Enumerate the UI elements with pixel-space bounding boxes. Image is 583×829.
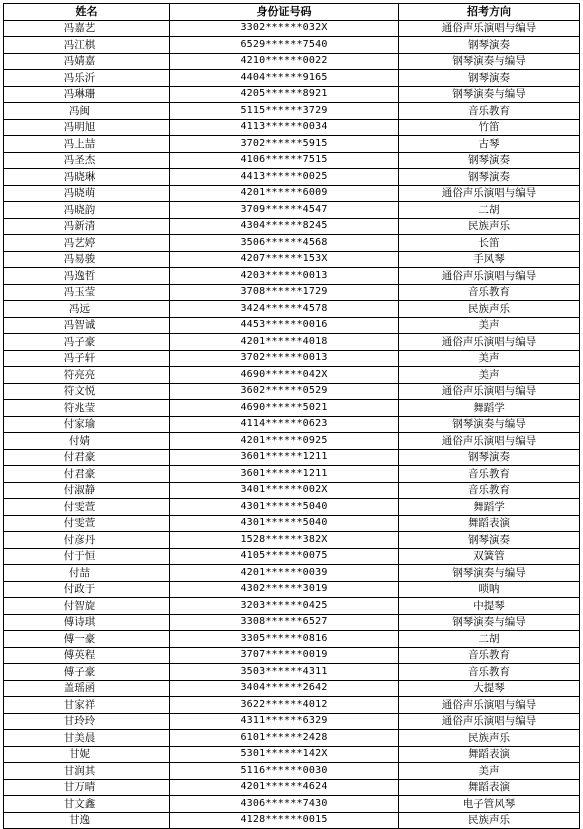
- table-row: [4, 284, 580, 301]
- name-cell: 付淑静: [4, 482, 170, 499]
- direction-cell: 通俗声乐演唱与编导: [399, 713, 580, 730]
- table-row: [4, 235, 580, 252]
- direction-cell: 钢琴演奏: [399, 37, 580, 54]
- direction-cell: 唢呐: [399, 581, 580, 598]
- name-cell: 冯江棋: [4, 37, 170, 54]
- table-row: [4, 317, 580, 334]
- direction-cell: 通俗声乐演唱与编导: [399, 268, 580, 285]
- direction-cell: 双簧管: [399, 548, 580, 565]
- direction-cell: 民族声乐: [399, 218, 580, 235]
- name-cell: 付君豪: [4, 449, 170, 466]
- name-cell: 甘玲玲: [4, 713, 170, 730]
- direction-cell: 手风琴: [399, 251, 580, 268]
- direction-cell: 音乐教育: [399, 466, 580, 483]
- id-number-cell: 4413******0025: [170, 169, 399, 186]
- direction-cell: 通俗声乐演唱与编导: [399, 697, 580, 714]
- id-number-cell: 3203******0425: [170, 598, 399, 615]
- table-row: [4, 202, 580, 219]
- id-number-cell: 5301******142X: [170, 746, 399, 763]
- table-row: [4, 383, 580, 400]
- direction-cell: 二胡: [399, 202, 580, 219]
- name-cell: 付家瑜: [4, 416, 170, 433]
- direction-cell: 钢琴演奏与编导: [399, 416, 580, 433]
- id-number-cell: 3503******4311: [170, 664, 399, 681]
- name-cell: 甘逸: [4, 812, 170, 829]
- name-cell: 冯晓韵: [4, 202, 170, 219]
- name-cell: 冯圣杰: [4, 152, 170, 169]
- name-cell: 甘文鑫: [4, 796, 170, 813]
- direction-cell: 音乐教育: [399, 647, 580, 664]
- table-row: [4, 449, 580, 466]
- table-row: [4, 482, 580, 499]
- table-row: [4, 119, 580, 136]
- direction-cell: 钢琴演奏与编导: [399, 86, 580, 103]
- id-number-cell: 4404******9165: [170, 70, 399, 87]
- name-cell: 冯子轩: [4, 350, 170, 367]
- table-row: [4, 268, 580, 285]
- table-row: [4, 218, 580, 235]
- direction-cell: 大提琴: [399, 680, 580, 697]
- table-row: [4, 466, 580, 483]
- table-row: [4, 713, 580, 730]
- name-cell: 冯明旭: [4, 119, 170, 136]
- table-row: [4, 86, 580, 103]
- id-number-cell: 3602******0529: [170, 383, 399, 400]
- name-cell: 冯智诚: [4, 317, 170, 334]
- id-number-cell: 3401******002X: [170, 482, 399, 499]
- name-cell: 符兆莹: [4, 400, 170, 417]
- id-number-cell: 4205******8921: [170, 86, 399, 103]
- id-number-cell: 6101******2428: [170, 730, 399, 747]
- name-cell: 付婧: [4, 433, 170, 450]
- id-number-cell: 4302******3019: [170, 581, 399, 598]
- table-row: [4, 433, 580, 450]
- id-number-cell: 6529******7540: [170, 37, 399, 54]
- direction-cell: 舞蹈表演: [399, 515, 580, 532]
- name-cell: 付喆: [4, 565, 170, 582]
- direction-cell: 民族声乐: [399, 730, 580, 747]
- table-row: [4, 152, 580, 169]
- header-row: [4, 4, 580, 21]
- name-cell: 甘美晨: [4, 730, 170, 747]
- name-cell: 付君豪: [4, 466, 170, 483]
- table-row: [4, 730, 580, 747]
- table-body: [4, 20, 580, 829]
- id-number-cell: 4306******7430: [170, 796, 399, 813]
- table-row: [4, 103, 580, 120]
- id-number-cell: 4114******0623: [170, 416, 399, 433]
- direction-cell: 美声: [399, 350, 580, 367]
- id-number-cell: 4301******5040: [170, 515, 399, 532]
- name-cell: 甘妮: [4, 746, 170, 763]
- id-number-cell: 4201******6009: [170, 185, 399, 202]
- id-number-cell: 4128******0015: [170, 812, 399, 829]
- id-number-cell: 3601******1211: [170, 449, 399, 466]
- direction-cell: 钢琴演奏: [399, 70, 580, 87]
- direction-cell: 通俗声乐演唱与编导: [399, 433, 580, 450]
- name-cell: 盖瑶函: [4, 680, 170, 697]
- id-number-cell: 4210******0022: [170, 53, 399, 70]
- id-number-cell: 3702******5915: [170, 136, 399, 153]
- table-row: [4, 614, 580, 631]
- id-number-cell: 5116******0030: [170, 763, 399, 780]
- id-number-cell: 4201******4624: [170, 779, 399, 796]
- id-number-cell: 3302******032X: [170, 20, 399, 37]
- table-row: [4, 515, 580, 532]
- name-cell: 冯婧嘉: [4, 53, 170, 70]
- id-number-cell: 3622******4012: [170, 697, 399, 714]
- id-number-cell: 4690******042X: [170, 367, 399, 384]
- name-cell: 冯乐沂: [4, 70, 170, 87]
- name-cell: 傅子豪: [4, 664, 170, 681]
- direction-cell: 通俗声乐演唱与编导: [399, 20, 580, 37]
- id-number-cell: 4203******0013: [170, 268, 399, 285]
- id-number-cell: 3308******6527: [170, 614, 399, 631]
- direction-cell: 美声: [399, 367, 580, 384]
- direction-cell: 电子管风琴: [399, 796, 580, 813]
- name-cell: 付雯萱: [4, 499, 170, 516]
- header-name: 姓名: [4, 4, 170, 21]
- table-row: [4, 169, 580, 186]
- table-row: [4, 631, 580, 648]
- name-cell: 付于恒: [4, 548, 170, 565]
- name-cell: 付政于: [4, 581, 170, 598]
- id-number-cell: 3424******4578: [170, 301, 399, 318]
- table-row: [4, 185, 580, 202]
- table-row: [4, 334, 580, 351]
- id-number-cell: 3506******4568: [170, 235, 399, 252]
- name-cell: 冯上喆: [4, 136, 170, 153]
- direction-cell: 中提琴: [399, 598, 580, 615]
- id-number-cell: 4690******5021: [170, 400, 399, 417]
- id-number-cell: 3305******0816: [170, 631, 399, 648]
- name-cell: 冯子豪: [4, 334, 170, 351]
- table-row: [4, 581, 580, 598]
- direction-cell: 舞蹈学: [399, 499, 580, 516]
- table-row: [4, 37, 580, 54]
- name-cell: 符亮亮: [4, 367, 170, 384]
- table-row: [4, 565, 580, 582]
- id-number-cell: 4201******0925: [170, 433, 399, 450]
- name-cell: 冯玉莹: [4, 284, 170, 301]
- table-row: [4, 647, 580, 664]
- name-cell: 冯嘉艺: [4, 20, 170, 37]
- name-cell: 甘万晴: [4, 779, 170, 796]
- id-number-cell: 4311******6329: [170, 713, 399, 730]
- table-row: [4, 812, 580, 829]
- table-row: [4, 70, 580, 87]
- direction-cell: 舞蹈表演: [399, 746, 580, 763]
- table-row: [4, 301, 580, 318]
- direction-cell: 音乐教育: [399, 103, 580, 120]
- id-number-cell: 4113******0034: [170, 119, 399, 136]
- name-cell: 冯新清: [4, 218, 170, 235]
- id-number-cell: 3707******0019: [170, 647, 399, 664]
- table-row: [4, 548, 580, 565]
- table-row: [4, 416, 580, 433]
- direction-cell: 舞蹈表演: [399, 779, 580, 796]
- id-number-cell: 1528******382X: [170, 532, 399, 549]
- name-cell: 冯晓萌: [4, 185, 170, 202]
- direction-cell: 音乐教育: [399, 482, 580, 499]
- table-row: [4, 763, 580, 780]
- name-cell: 冯晓琳: [4, 169, 170, 186]
- name-cell: 傅诗琪: [4, 614, 170, 631]
- name-cell: 付彦丹: [4, 532, 170, 549]
- name-cell: 冯逸哲: [4, 268, 170, 285]
- table-row: [4, 499, 580, 516]
- direction-cell: 钢琴演奏: [399, 169, 580, 186]
- header-direction: 招考方向: [399, 4, 580, 21]
- direction-cell: 通俗声乐演唱与编导: [399, 334, 580, 351]
- direction-cell: 钢琴演奏: [399, 449, 580, 466]
- name-cell: 甘润其: [4, 763, 170, 780]
- direction-cell: 钢琴演奏: [399, 152, 580, 169]
- id-number-cell: 4301******5040: [170, 499, 399, 516]
- direction-cell: 钢琴演奏与编导: [399, 53, 580, 70]
- table-row: [4, 136, 580, 153]
- direction-cell: 钢琴演奏与编导: [399, 565, 580, 582]
- direction-cell: 音乐教育: [399, 664, 580, 681]
- table-header: [4, 4, 580, 21]
- table-row: [4, 680, 580, 697]
- table-row: [4, 350, 580, 367]
- name-cell: 甘家祥: [4, 697, 170, 714]
- direction-cell: 古琴: [399, 136, 580, 153]
- table-row: [4, 251, 580, 268]
- table-row: [4, 367, 580, 384]
- id-number-cell: 3708******1729: [170, 284, 399, 301]
- name-cell: 冯易骏: [4, 251, 170, 268]
- name-cell: 付雯萱: [4, 515, 170, 532]
- direction-cell: 民族声乐: [399, 301, 580, 318]
- header-id-number: 身份证号码: [170, 4, 399, 21]
- id-number-cell: 3601******1211: [170, 466, 399, 483]
- name-cell: 傅英程: [4, 647, 170, 664]
- id-number-cell: 3702******0013: [170, 350, 399, 367]
- id-number-cell: 4105******0075: [170, 548, 399, 565]
- direction-cell: 二胡: [399, 631, 580, 648]
- table-row: [4, 400, 580, 417]
- name-cell: 符文悦: [4, 383, 170, 400]
- table-row: [4, 20, 580, 37]
- id-number-cell: 4106******7515: [170, 152, 399, 169]
- direction-cell: 竹笛: [399, 119, 580, 136]
- table-row: [4, 697, 580, 714]
- table-row: [4, 796, 580, 813]
- direction-cell: 舞蹈学: [399, 400, 580, 417]
- id-number-cell: 4207******153X: [170, 251, 399, 268]
- direction-cell: 音乐教育: [399, 284, 580, 301]
- name-cell: 傅一豪: [4, 631, 170, 648]
- direction-cell: 民族声乐: [399, 812, 580, 829]
- id-number-cell: 4201******4018: [170, 334, 399, 351]
- table-row: [4, 779, 580, 796]
- table-row: [4, 53, 580, 70]
- direction-cell: 美声: [399, 317, 580, 334]
- table-row: [4, 532, 580, 549]
- direction-cell: 通俗声乐演唱与编导: [399, 383, 580, 400]
- name-cell: 付智旋: [4, 598, 170, 615]
- id-number-cell: 5115******3729: [170, 103, 399, 120]
- table-row: [4, 746, 580, 763]
- name-cell: 冯琳珊: [4, 86, 170, 103]
- name-cell: 冯远: [4, 301, 170, 318]
- direction-cell: 美声: [399, 763, 580, 780]
- id-number-cell: 3709******4547: [170, 202, 399, 219]
- direction-cell: 长笛: [399, 235, 580, 252]
- direction-cell: 钢琴演奏与编导: [399, 614, 580, 631]
- candidate-table: [3, 3, 580, 829]
- table-row: [4, 598, 580, 615]
- id-number-cell: 3404******2642: [170, 680, 399, 697]
- id-number-cell: 4453******0016: [170, 317, 399, 334]
- id-number-cell: 4304******8245: [170, 218, 399, 235]
- direction-cell: 钢琴演奏: [399, 532, 580, 549]
- name-cell: 冯艺婷: [4, 235, 170, 252]
- id-number-cell: 4201******0039: [170, 565, 399, 582]
- table-row: [4, 664, 580, 681]
- direction-cell: 通俗声乐演唱与编导: [399, 185, 580, 202]
- name-cell: 冯闽: [4, 103, 170, 120]
